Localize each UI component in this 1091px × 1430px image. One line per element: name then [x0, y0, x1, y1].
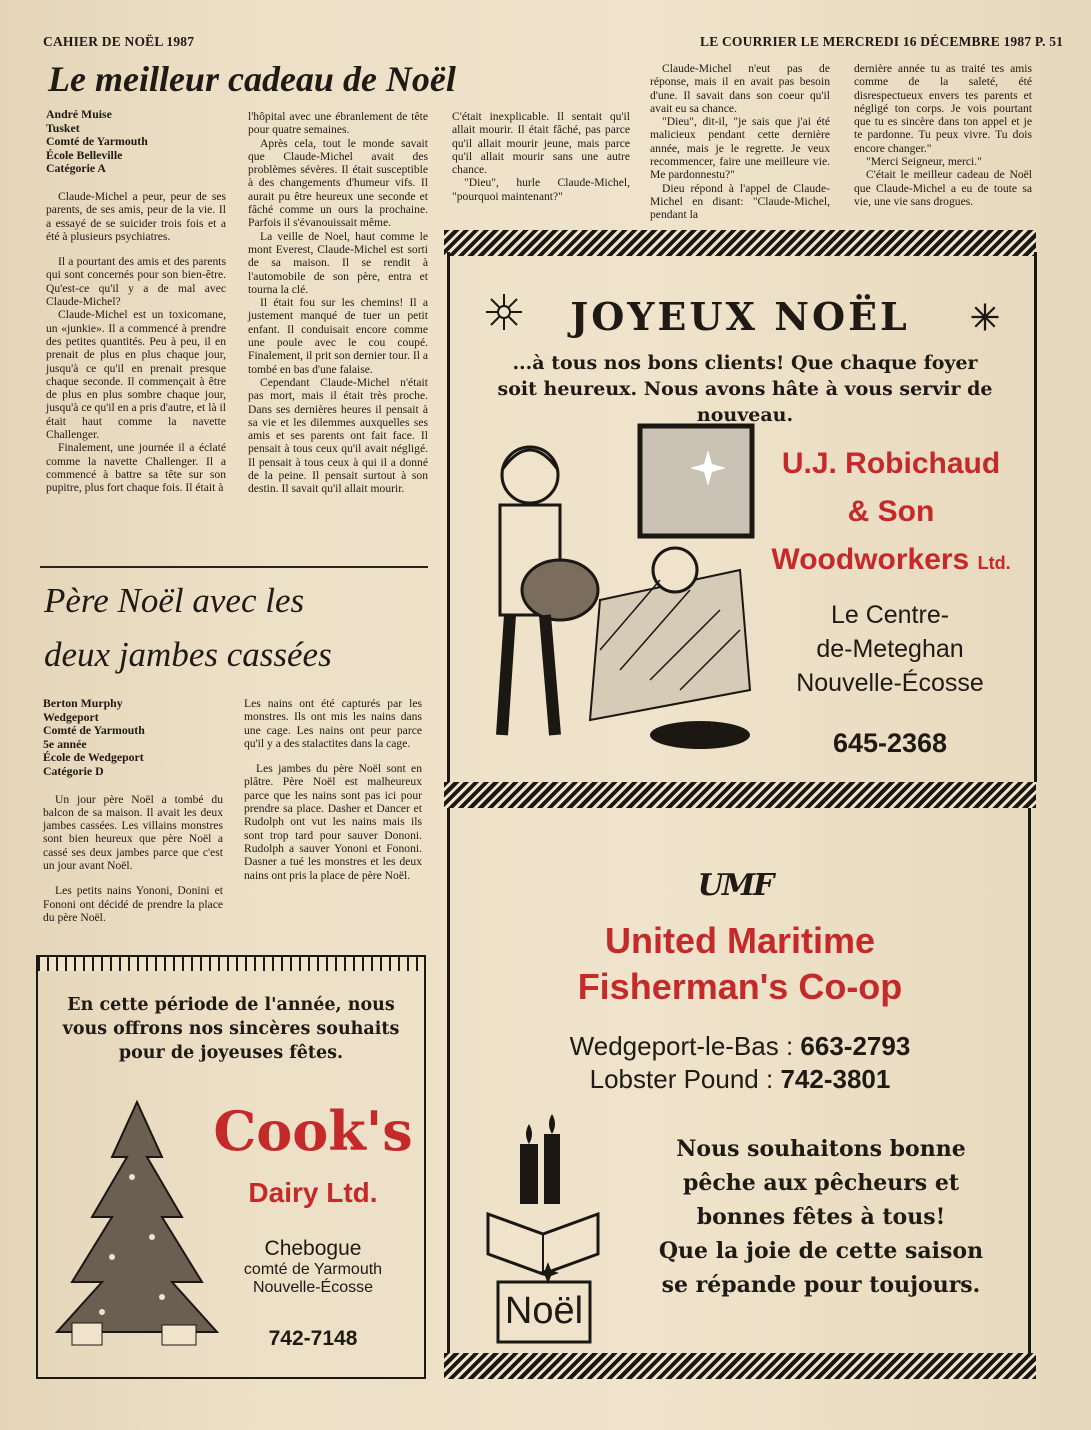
newspaper-header: LE COURRIER LE MERCREDI 16 DÉCEMBRE 1987 P. 51 — [700, 34, 1064, 49]
story1-col5: dernière année tu as traité tes amis comme de la saleté, été disrespectueux envers tes parents et négligé ton corps. Je vois pourtant que tu es sincère dans ton appel et je te pardonne. Tu peux vivre. Tu dois encore changer." "Merci Seigneur, merci." C'était le meilleur cadeau de Noël que Claude-Michel a eu de toute sa vie, une vie sans drogues. — [854, 62, 1032, 208]
cooks-sub: Dairy Ltd. — [248, 1177, 378, 1208]
cooks-message: En cette période de l'année, nous vous offrons nos sincères souhaits pour de joyeuses fêtes. — [62, 995, 400, 1063]
story1-title: Le meilleur cadeau de Noël — [48, 59, 456, 99]
ad-address: Le Centre- de-Meteghan Nouvelle-Écosse — [796, 601, 984, 697]
cooks-address: Chebogue comté de Yarmouth Nouvelle-Écosse — [243, 1237, 383, 1296]
snowflake-icon — [484, 292, 524, 332]
ad-message: ...à tous nos bons clients! Que chaque foyer soit heureux. Nous avons hâte à vous servir de nouveau. — [497, 352, 993, 426]
ad-cooks — [36, 955, 426, 1379]
story1-byline: André Muise Tusket Comté de Yarmouth École Belleville Catégorie A — [46, 107, 148, 176]
story2-col1: Berton Murphy Wedgeport Comté de Yarmouth 5e année École de Wedgeport Catégorie D Un jour père Noël a tombé du balcon de sa maison. Il avait les deux jambes cassées. Les villains monstres sont bien heureux que père Noël a cassé ses deux jambes parce que c'est un jour avant Noël. Les petits nains Yononi, Donini et Fononi ont décidé de prendre la place du père Noël. — [43, 696, 223, 924]
cooks-name: Cook's — [213, 1099, 413, 1163]
ad-border-ornament — [38, 957, 424, 971]
drummer-boy-illustration — [460, 420, 760, 770]
ad-umf — [447, 808, 1031, 1353]
story1-col3: C'était inexplicable. Il sentait qu'il allait mourir. Il était fâché, pas parce qu'il allait mourir jeune, mais parce qu'il allait mourir sans une autre chance. "Dieu", hurle Claude-Michel, "pourquoi maintenant?" — [452, 110, 630, 203]
garland-border-bottom — [444, 782, 1036, 808]
umf-locations: Wedgeport-le-Bas : 663-2793 Lobster Pound : 742-3801 — [569, 1031, 911, 1094]
garland-border-bottom — [444, 1353, 1036, 1379]
story1-col4: Claude-Michel n'eut pas de réponse, mais il en avait pas besoin d'une. Il savait dans son coeur qu'il avait eu sa chance. "Dieu", dit-il, "je sais que j'ai été malicieux pendant cette dernière année, mais je le regrette. Je veux recommencer, faire une meilleure vie. Me pardonnestu?" Dieu répond à l'appel de Claude-Michel en disant: "Claude-Michel, pendant la — [650, 62, 830, 222]
christmas-tree-icon — [52, 1097, 222, 1352]
umf-logo: UMF — [697, 868, 773, 903]
ad-robichaud — [447, 252, 1037, 782]
ad-heading: JOYEUX NOËL — [570, 294, 910, 339]
cooks-phone: 742-7148 — [268, 1327, 358, 1350]
story2-title: Père Noël avec les deux jambes cassées — [44, 581, 332, 674]
ad-phone: 645-2368 — [832, 728, 948, 758]
umf-message: Nous souhaitons bonne pêche aux pêcheurs et bonnes fêtes à tous! Que la joie de cette saison se répande pour toujours. — [658, 1136, 984, 1298]
story1-col1: André Muise Tusket Comté de Yarmouth École Belleville Catégorie A Claude-Michel a peur, peur de ses parents, de ses amis, peur de la vie. Il a essayé de se suicider trois fois et a été à plusieurs psychiatres. Il a pourtant des amis et des parents qui sont concernés pour son bien-être. Qu'est-ce qu'il y a de mal avec Claude-Michel? Claude-Michel est un toxicomane, un «junkie». Il a commencé à prendre des petites quantités. Peu à peu, il en prenait de plus en plus chaque jour, jusqu'à ce qu'il en prenait presque chaque seconde. Il commençait à être de plus en plus sombre chaque jour, jusqu'à ce qu'il en a pris d'autre, et là il était haut comme la navette Challenger. Finalement, une journée il a éclaté comme la navette Challenger. Il a commencé à battre sa tête sur son pupitre, plus fort chaque fois. Il était à — [46, 107, 226, 495]
snowflake-icon — [970, 302, 1000, 332]
story1-col2: l'hôpital avec une ébranlement de tête pour quatre semaines. Après cela, tout le monde savait que Claude-Michel avait des problèmes sévères. Il était susceptible à des changements d'humeur vifs. Il aurait pu être heureux une seconde et fâché comme un ours la prochaine. Parfois il s'évanouissait même. La veille de Noel, haut comme le mont Everest, Claude-Michel est sorti de sa maison. Il se rendit à l'automobile de son père, entra et tourna la clé. Il était fou sur les chemins! Il a justement manqué de tuer un petit enfant. Il conduisait encore comme une poule avec le cou coupé. Finalement, il prit son dernier tour. Il a tombé en bas d'une falaise. Cependant Claude-Michel n'était pas mort, mais il était très proche. Dans ses dernières heures il pensait à sa vie et les dilemmes auxquelles ses amis et ses parents ont fait face. Il pensait à tous ceux qu'il avait négligé. Il pensait à tous ceux à qui il a donné de la peine. Il pensait surtout à son destin. Il savait qu'il allait mourir. — [248, 110, 428, 496]
umf-name: United Maritime Fisherman's Co-op — [577, 920, 903, 1007]
story2-col2: Les nains ont été capturés par les monstres. Ils ont mis les nains dans une cage. Les nains ont peur parce qu'il y a des stalactites dans la cage. Les jambes du père Noël sont en plâtre. Père Noël est malheureux parce que les nains sont pas ici pour prendre sa place. Dasher et Dancer et Rudolph ont vut les nains mais ils sont trop tard pour sauver Dononi. Rudolph a sauver Yononi et Fononi. Dasner a tué les monstres et les deux nains ont pris la place de père Noël. — [244, 697, 422, 882]
noel-sign: Noël — [504, 1290, 584, 1332]
section-header: CAHIER DE NOËL 1987 — [43, 34, 195, 49]
story2-byline: Berton Murphy Wedgeport Comté de Yarmouth 5e année École de Wedgeport Catégorie D — [43, 696, 145, 778]
ad-company-name: U.J. Robichaud & Son Woodworkers Ltd. — [771, 447, 1011, 576]
divider — [40, 566, 428, 568]
